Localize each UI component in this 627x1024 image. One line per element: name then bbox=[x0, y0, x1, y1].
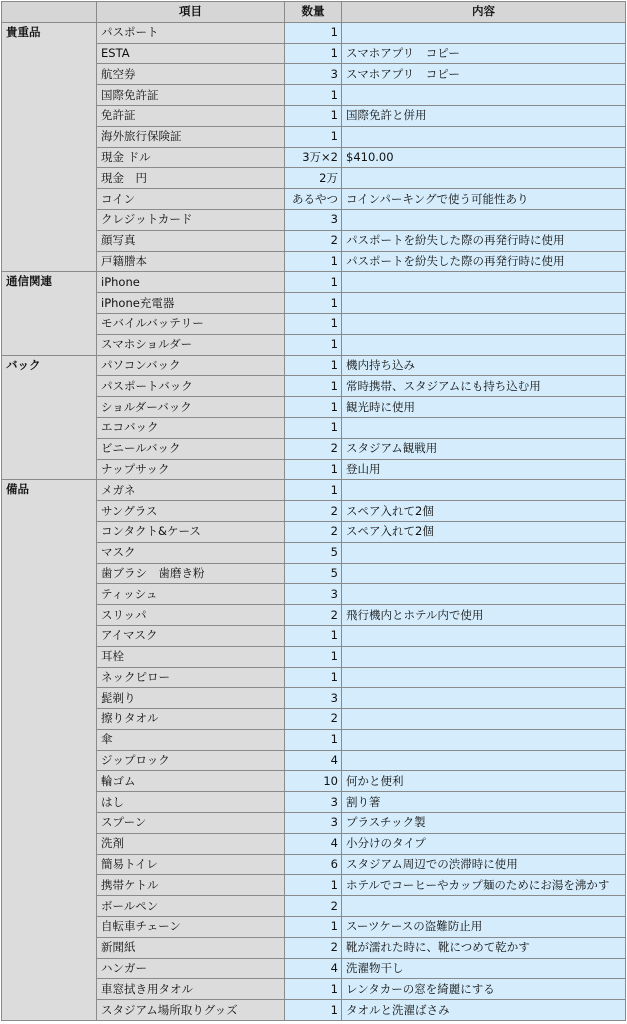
table-row bbox=[2, 22, 626, 43]
quantity-cell: 3 bbox=[285, 209, 342, 230]
content-cell bbox=[342, 293, 626, 314]
item-cell: スリッパ bbox=[97, 605, 285, 626]
content-cell bbox=[342, 584, 626, 605]
quantity-cell: 6 bbox=[285, 854, 342, 875]
category-cell: 備品 bbox=[2, 480, 97, 1021]
content-cell bbox=[342, 168, 626, 189]
item-cell: 車窓拭き用タオル bbox=[97, 979, 285, 1000]
item-cell: 傘 bbox=[97, 729, 285, 750]
quantity-cell: 2 bbox=[285, 605, 342, 626]
content-cell: コインパーキングで使う可能性あり bbox=[342, 189, 626, 210]
item-cell: 免許証 bbox=[97, 105, 285, 126]
content-cell bbox=[342, 688, 626, 709]
table-row bbox=[2, 272, 626, 293]
item-cell: スマホショルダー bbox=[97, 334, 285, 355]
item-cell: マスク bbox=[97, 542, 285, 563]
content-cell bbox=[342, 646, 626, 667]
item-cell: パソコンバック bbox=[97, 355, 285, 376]
header-item: 項目 bbox=[97, 2, 285, 23]
item-cell: 輪ゴム bbox=[97, 771, 285, 792]
item-cell: 国際免許証 bbox=[97, 85, 285, 106]
quantity-cell: 3 bbox=[285, 584, 342, 605]
quantity-cell: 1 bbox=[285, 397, 342, 418]
item-cell: 耳栓 bbox=[97, 646, 285, 667]
content-cell bbox=[342, 480, 626, 501]
quantity-cell: 5 bbox=[285, 563, 342, 584]
content-cell bbox=[342, 417, 626, 438]
content-cell bbox=[342, 563, 626, 584]
content-cell: タオルと洗濯ばさみ bbox=[342, 1000, 626, 1021]
item-cell: 擦りタオル bbox=[97, 709, 285, 730]
quantity-cell: 2 bbox=[285, 230, 342, 251]
item-cell: モバイルバッテリー bbox=[97, 313, 285, 334]
content-cell bbox=[342, 896, 626, 917]
quantity-cell: 5 bbox=[285, 542, 342, 563]
item-cell: iPhone bbox=[97, 272, 285, 293]
content-cell: パスポートを紛失した際の再発行時に使用 bbox=[342, 251, 626, 272]
item-cell: クレジットカード bbox=[97, 209, 285, 230]
item-cell: 歯ブラシ 歯磨き粉 bbox=[97, 563, 285, 584]
content-cell: ホテルでコーヒーやカップ麺のためにお湯を沸かす bbox=[342, 875, 626, 896]
content-cell: 常時携帯、スタジアムにも持ち込む用 bbox=[342, 376, 626, 397]
quantity-cell: 1 bbox=[285, 126, 342, 147]
content-cell: 国際免許と併用 bbox=[342, 105, 626, 126]
item-cell: スタジアム場所取りグッズ bbox=[97, 1000, 285, 1021]
content-cell bbox=[342, 272, 626, 293]
table-body bbox=[2, 22, 626, 1020]
quantity-cell: 1 bbox=[285, 729, 342, 750]
content-cell: 登山用 bbox=[342, 459, 626, 480]
item-cell: 自転車チェーン bbox=[97, 917, 285, 938]
header-content: 内容 bbox=[342, 2, 626, 23]
item-cell: 現金 円 bbox=[97, 168, 285, 189]
content-cell: レンタカーの窓を綺麗にする bbox=[342, 979, 626, 1000]
item-cell: アイマスク bbox=[97, 625, 285, 646]
quantity-cell: あるやつ bbox=[285, 189, 342, 210]
header-row bbox=[2, 2, 626, 23]
quantity-cell: 1 bbox=[285, 313, 342, 334]
content-cell bbox=[342, 209, 626, 230]
quantity-cell: 1 bbox=[285, 667, 342, 688]
header-category bbox=[2, 2, 97, 23]
category-cell: バック bbox=[2, 355, 97, 480]
quantity-cell: 3 bbox=[285, 688, 342, 709]
content-cell bbox=[342, 126, 626, 147]
quantity-cell: 1 bbox=[285, 459, 342, 480]
content-cell: スタジアム周辺での渋滞時に使用 bbox=[342, 854, 626, 875]
content-cell bbox=[342, 334, 626, 355]
content-cell bbox=[342, 729, 626, 750]
item-cell: エコバック bbox=[97, 417, 285, 438]
quantity-cell: 1 bbox=[285, 979, 342, 1000]
content-cell: プラスチック製 bbox=[342, 813, 626, 834]
item-cell: iPhone充電器 bbox=[97, 293, 285, 314]
content-cell: 何かと便利 bbox=[342, 771, 626, 792]
quantity-cell: 3 bbox=[285, 792, 342, 813]
content-cell: スペア入れて2個 bbox=[342, 501, 626, 522]
content-cell: スマホアプリ コピー bbox=[342, 64, 626, 85]
content-cell: $410.00 bbox=[342, 147, 626, 168]
content-cell bbox=[342, 542, 626, 563]
content-cell: 観光時に使用 bbox=[342, 397, 626, 418]
quantity-cell: 1 bbox=[285, 917, 342, 938]
quantity-cell: 1 bbox=[285, 625, 342, 646]
packing-list-table bbox=[1, 1, 626, 1021]
content-cell bbox=[342, 667, 626, 688]
quantity-cell: 1 bbox=[285, 85, 342, 106]
item-cell: 簡易トイレ bbox=[97, 854, 285, 875]
content-cell bbox=[342, 85, 626, 106]
quantity-cell: 1 bbox=[285, 1000, 342, 1021]
quantity-cell: 3万×2 bbox=[285, 147, 342, 168]
item-cell: はし bbox=[97, 792, 285, 813]
item-cell: スプーン bbox=[97, 813, 285, 834]
quantity-cell: 10 bbox=[285, 771, 342, 792]
item-cell: コンタクト&ケース bbox=[97, 521, 285, 542]
quantity-cell: 2万 bbox=[285, 168, 342, 189]
quantity-cell: 1 bbox=[285, 417, 342, 438]
item-cell: ジップロック bbox=[97, 750, 285, 771]
quantity-cell: 3 bbox=[285, 813, 342, 834]
content-cell bbox=[342, 22, 626, 43]
content-cell: 割り箸 bbox=[342, 792, 626, 813]
category-cell: 通信関連 bbox=[2, 272, 97, 355]
item-cell: パスポート bbox=[97, 22, 285, 43]
item-cell: パスポートバック bbox=[97, 376, 285, 397]
content-cell: 靴が濡れた時に、靴につめて乾かす bbox=[342, 937, 626, 958]
quantity-cell: 1 bbox=[285, 355, 342, 376]
item-cell: ティッシュ bbox=[97, 584, 285, 605]
quantity-cell: 3 bbox=[285, 64, 342, 85]
item-cell: サングラス bbox=[97, 501, 285, 522]
quantity-cell: 1 bbox=[285, 22, 342, 43]
item-cell: 髭剃り bbox=[97, 688, 285, 709]
quantity-cell: 2 bbox=[285, 896, 342, 917]
content-cell bbox=[342, 750, 626, 771]
table-row bbox=[2, 480, 626, 501]
header-quantity: 数量 bbox=[285, 2, 342, 23]
quantity-cell: 2 bbox=[285, 501, 342, 522]
quantity-cell: 1 bbox=[285, 272, 342, 293]
quantity-cell: 2 bbox=[285, 709, 342, 730]
quantity-cell: 2 bbox=[285, 521, 342, 542]
item-cell: ボールペン bbox=[97, 896, 285, 917]
item-cell: ネックピロー bbox=[97, 667, 285, 688]
content-cell: 飛行機内とホテル内で使用 bbox=[342, 605, 626, 626]
quantity-cell: 1 bbox=[285, 875, 342, 896]
quantity-cell: 1 bbox=[285, 105, 342, 126]
quantity-cell: 1 bbox=[285, 646, 342, 667]
content-cell: パスポートを紛失した際の再発行時に使用 bbox=[342, 230, 626, 251]
content-cell: スーツケースの盗難防止用 bbox=[342, 917, 626, 938]
quantity-cell: 2 bbox=[285, 438, 342, 459]
table-row bbox=[2, 355, 626, 376]
content-cell bbox=[342, 709, 626, 730]
content-cell: 洗濯物干し bbox=[342, 958, 626, 979]
content-cell: スペア入れて2個 bbox=[342, 521, 626, 542]
quantity-cell: 1 bbox=[285, 334, 342, 355]
item-cell: ハンガー bbox=[97, 958, 285, 979]
item-cell: 洗剤 bbox=[97, 833, 285, 854]
item-cell: 現金 ドル bbox=[97, 147, 285, 168]
content-cell: スタジアム観戦用 bbox=[342, 438, 626, 459]
content-cell: 小分けのタイプ bbox=[342, 833, 626, 854]
item-cell: メガネ bbox=[97, 480, 285, 501]
item-cell: 航空券 bbox=[97, 64, 285, 85]
item-cell: ビニールバック bbox=[97, 438, 285, 459]
content-cell: スマホアプリ コピー bbox=[342, 43, 626, 64]
quantity-cell: 1 bbox=[285, 376, 342, 397]
category-cell: 貴重品 bbox=[2, 22, 97, 272]
item-cell: ショルダーバック bbox=[97, 397, 285, 418]
quantity-cell: 1 bbox=[285, 43, 342, 64]
quantity-cell: 4 bbox=[285, 833, 342, 854]
item-cell: ESTA bbox=[97, 43, 285, 64]
content-cell: 機内持ち込み bbox=[342, 355, 626, 376]
item-cell: 海外旅行保険証 bbox=[97, 126, 285, 147]
quantity-cell: 1 bbox=[285, 293, 342, 314]
item-cell: 携帯ケトル bbox=[97, 875, 285, 896]
quantity-cell: 1 bbox=[285, 480, 342, 501]
item-cell: コイン bbox=[97, 189, 285, 210]
item-cell: ナップサック bbox=[97, 459, 285, 480]
item-cell: 顔写真 bbox=[97, 230, 285, 251]
table-header bbox=[2, 2, 626, 23]
content-cell bbox=[342, 313, 626, 334]
item-cell: 戸籍謄本 bbox=[97, 251, 285, 272]
quantity-cell: 4 bbox=[285, 750, 342, 771]
quantity-cell: 4 bbox=[285, 958, 342, 979]
item-cell: 新聞紙 bbox=[97, 937, 285, 958]
content-cell bbox=[342, 625, 626, 646]
quantity-cell: 1 bbox=[285, 251, 342, 272]
quantity-cell: 2 bbox=[285, 937, 342, 958]
